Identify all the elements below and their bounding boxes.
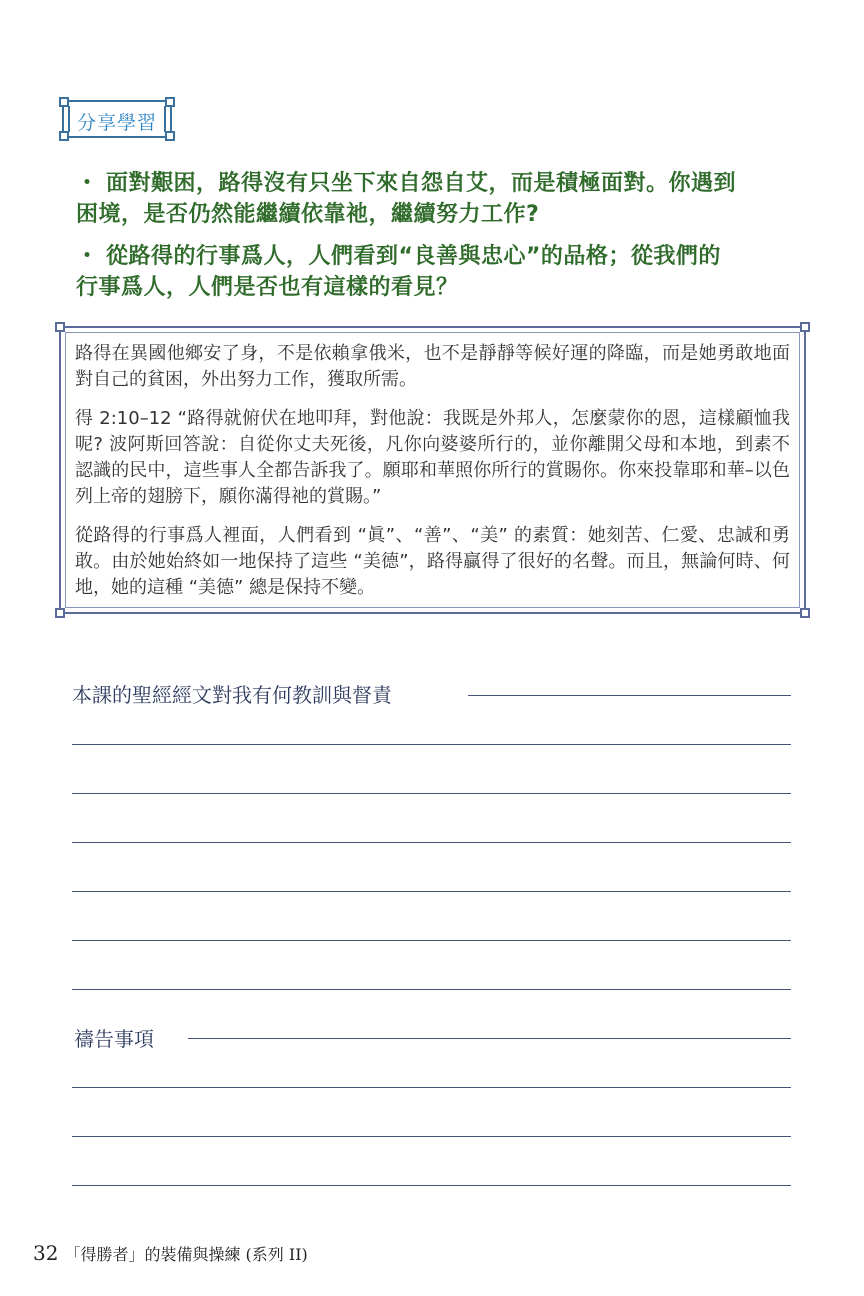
frame-corner-ornament [800,322,810,332]
writing-line[interactable] [72,940,791,941]
commentary-box [59,326,806,614]
writing-line[interactable] [72,989,791,990]
section-tag-label: 分享學習 [76,112,157,134]
section-tag [62,100,172,138]
question-text: 面對艱困，路得沒有只坐下來自怨自艾，而是積極面對。你遇到 [106,171,737,196]
writing-line[interactable] [72,793,791,794]
question-item [76,241,796,303]
writing-line[interactable] [72,1185,791,1186]
lesson-heading: 本課的聖經經文對我有何教訓與督責 [72,679,408,708]
writing-line[interactable] [72,842,791,843]
book-title: 「得勝者」的裝備與操練 (系列 II) [64,1245,308,1264]
writing-line[interactable] [468,695,791,696]
tag-corner-ornament [59,97,69,107]
frame-corner-ornament [55,322,65,332]
page-number: 32 [33,1241,59,1265]
bullet-icon: ・ [76,171,99,196]
writing-line[interactable] [72,1136,791,1137]
prayer-heading: 禱告事項 [74,1023,170,1052]
scripture-quote: 得 2:10–12 “路得就俯伏在地叩拜，對他說：我既是外邦人，怎麼蒙你的恩，這樣顧恤我呢? 波阿斯回答說：自從你丈夫死後，凡你向婆婆所行的，並你離開父母和本地，到素不認識的民中，這些事人全都告訴我了。願耶和華照你所行的賞賜你。你來投靠耶和華–以色列上帝的翅膀下，願你滿得祂的賞賜。” [75,408,790,507]
writing-line[interactable] [188,1038,791,1039]
commentary-paragraph: 路得在異國他鄉安了身，不是依賴拿俄米，也不是靜靜等候好運的降臨，而是她勇敢地面對自己的貧困，外出努力工作，獲取所需。 [75,343,790,390]
question-text: 困境，是否仍然能繼續依靠祂，繼續努力工作? [76,202,540,227]
question-item [76,168,796,230]
question-text: 從路得的行事爲人，人們看到“良善與忠心”的品格；從我們的 [106,244,721,269]
frame-corner-ornament [55,608,65,618]
writing-line[interactable] [72,1087,791,1088]
frame-corner-ornament [800,608,810,618]
tag-corner-ornament [165,97,175,107]
page-footer [33,1241,308,1265]
writing-line[interactable] [72,891,791,892]
writing-line[interactable] [72,744,791,745]
commentary-paragraph: 從路得的行事爲人裡面，人們看到 “眞”、“善”、“美” 的素質：她刻苦、仁愛、忠誠和勇敢。由於她始終如一地保持了這些 “美德”，路得贏得了很好的名聲。而且，無論何時、何地，她的這種 “美德” 總是保持不變。 [75,525,790,598]
bullet-icon: ・ [76,244,99,269]
question-text: 行事爲人，人們是否也有這樣的看見？ [76,275,459,300]
